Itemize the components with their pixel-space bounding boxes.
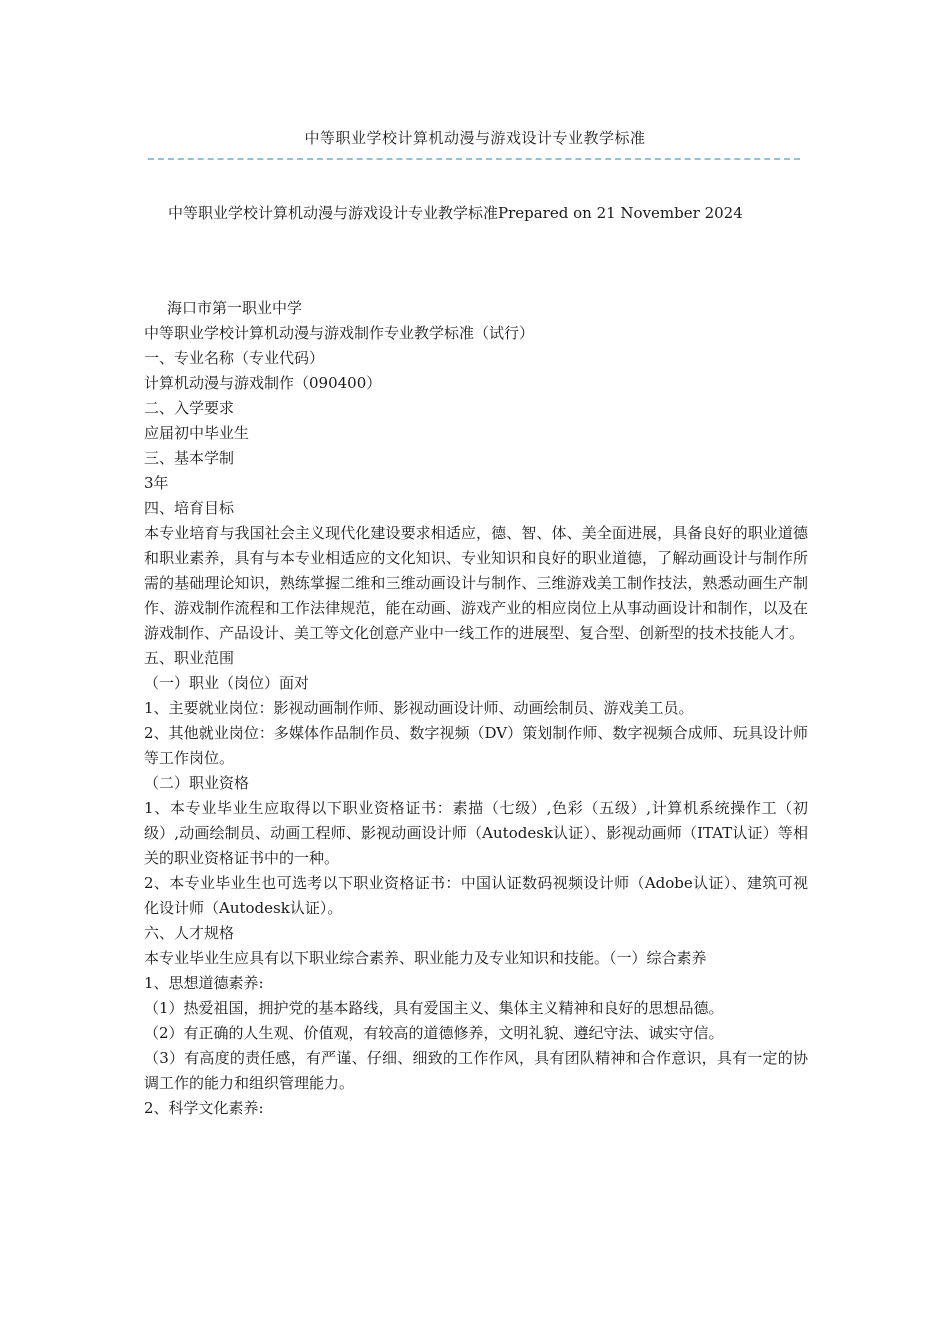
paragraph: 本专业培育与我国社会主义现代化建设要求相适应，德、智、体、美全面进展，具备良好的职业道德和职业素养，具有与本专业相适应的文化知识、专业知识和良好的职业道德，了解动画设计与制作所需的基础理论知识，熟练掌握二维和三维动画设计与制作、三维游戏美工制作技法，熟悉动画生产制作、游戏制作流程和工作法律规范，能在动画、游戏产业的相应岗位上从事动画设计和制作，以及在游戏制作、产品设计、美工等文化创意产业中一线工作的进展型、复合型、创新型的技术技能人才。 (144, 524, 808, 642)
prepared-line: 中等职业学校计算机动漫与游戏设计专业教学标准Prepared on 21 November 2024 (168, 204, 743, 222)
paragraph: 应届初中毕业生 (144, 424, 250, 442)
subsection-heading: （二）职业资格 (144, 774, 250, 792)
paragraph: （2）有正确的人生观、价值观，有较高的道德修养，文明礼貌、遵纪守法、诚实守信。 (144, 1024, 724, 1042)
paragraph: （1）热爱祖国，拥护党的基本路线，具有爱国主义、集体主义精神和良好的思想品德。 (144, 999, 724, 1017)
subsection-heading: （一）职业（岗位）面对 (144, 674, 310, 692)
paragraph: 2、科学文化素养: (144, 1099, 264, 1117)
paragraph: 2、本专业毕业生也可选考以下职业资格证书：中国认证数码视频设计师（Adobe认证）、建筑可视化设计师（Autodesk认证）。 (144, 874, 808, 917)
paragraph: 1、本专业毕业生应取得以下职业资格证书：素描（七级）,色彩（五级）,计算机系统操作工（初级）,动画绘制员、动画工程师、影视动画设计师（Autodesk认证）、影视动画师（ITAT认证）等相关的职业资格证书中的一种。 (144, 799, 808, 867)
document-body (144, 296, 808, 1121)
paragraph: 计算机动漫与游戏制作（090400） (144, 374, 382, 392)
paragraph: 2、其他就业岗位：多媒体作品制作员、数字视频（DV）策划制作师、数字视频合成师、玩具设计师等工作岗位。 (144, 724, 808, 767)
section-heading: 五、职业范围 (144, 649, 235, 667)
school-name: 海口市第一职业中学 (167, 299, 303, 317)
paragraph: 1、思想道德素养: (144, 974, 264, 992)
paragraph: 3年 (144, 474, 169, 492)
section-heading: 四、培育目标 (144, 499, 235, 517)
section-heading: 二、入学要求 (144, 399, 235, 417)
paragraph: 1、主要就业岗位：影视动画制作师、影视动画设计师、动画绘制员、游戏美工员。 (144, 699, 694, 717)
section-heading: 六、人才规格 (144, 924, 235, 942)
paragraph: （3）有高度的责任感，有严谨、仔细、细致的工作作风，具有团队精神和合作意识，具有一定的协调工作的能力和组织管理能力。 (144, 1049, 808, 1092)
paragraph: 本专业毕业生应具有以下职业综合素养、职业能力及专业知识和技能。（一）综合素养 (144, 949, 707, 967)
header-divider (148, 158, 800, 160)
section-heading: 三、基本学制 (144, 449, 235, 467)
section-heading: 一、专业名称（专业代码） (144, 349, 325, 367)
header-title: 中等职业学校计算机动漫与游戏设计专业教学标准 (304, 129, 646, 147)
document-heading: 中等职业学校计算机动漫与游戏制作专业教学标准（试行） (144, 324, 535, 342)
